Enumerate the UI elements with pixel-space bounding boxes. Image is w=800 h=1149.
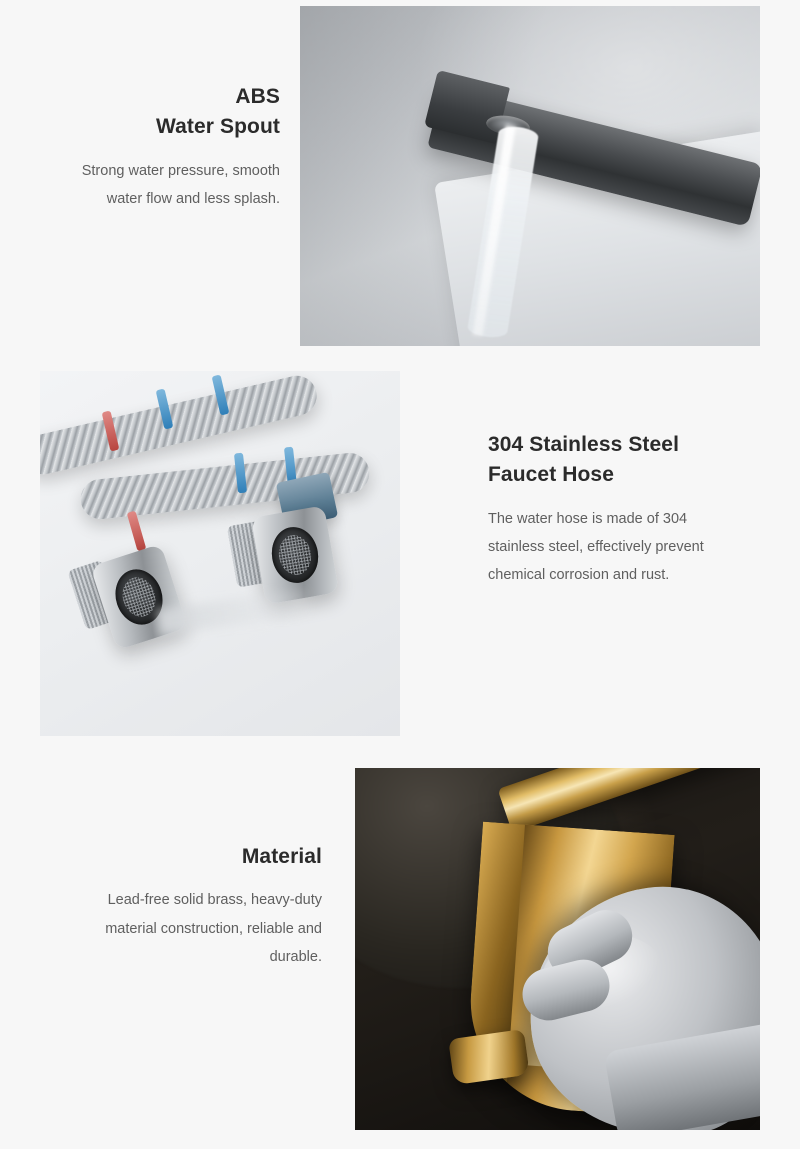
water-spout-title: [156, 82, 280, 143]
material-image: [355, 768, 760, 1130]
water-spout-title-line-2: Water Spout: [156, 115, 280, 139]
hose-connector-nut: [90, 544, 188, 651]
material-title-line-1: Material: [241, 845, 322, 868]
water-spout-description: Strong water pressure, smooth water flow and less splash.: [81, 162, 280, 208]
material-title: [242, 842, 322, 872]
material-description: Lead-free solid brass, heavy-duty material construction, reliable and durable.: [105, 892, 322, 965]
faucet-hose-title-line-2: Faucet Hose: [488, 463, 614, 487]
water-spout-title-line-1: ABS: [235, 85, 280, 108]
faucet-hose-title-line-1: 304 Stainless Steel: [488, 433, 680, 456]
material-text-block: [100, 842, 322, 971]
faucet-hose-image: [40, 371, 400, 736]
faucet-hose-title: [488, 430, 679, 491]
faucet-hose-description: The water hose is made of 304 stainless steel, effectively prevent chemical corrosion and rust.: [488, 510, 704, 584]
faucet-hose-text-block: [488, 430, 738, 590]
water-spout-text-block: [60, 82, 280, 213]
water-spout-image: [300, 6, 760, 346]
hose-red-stripe: [127, 511, 147, 552]
background-blur-shape: [157, 589, 309, 636]
